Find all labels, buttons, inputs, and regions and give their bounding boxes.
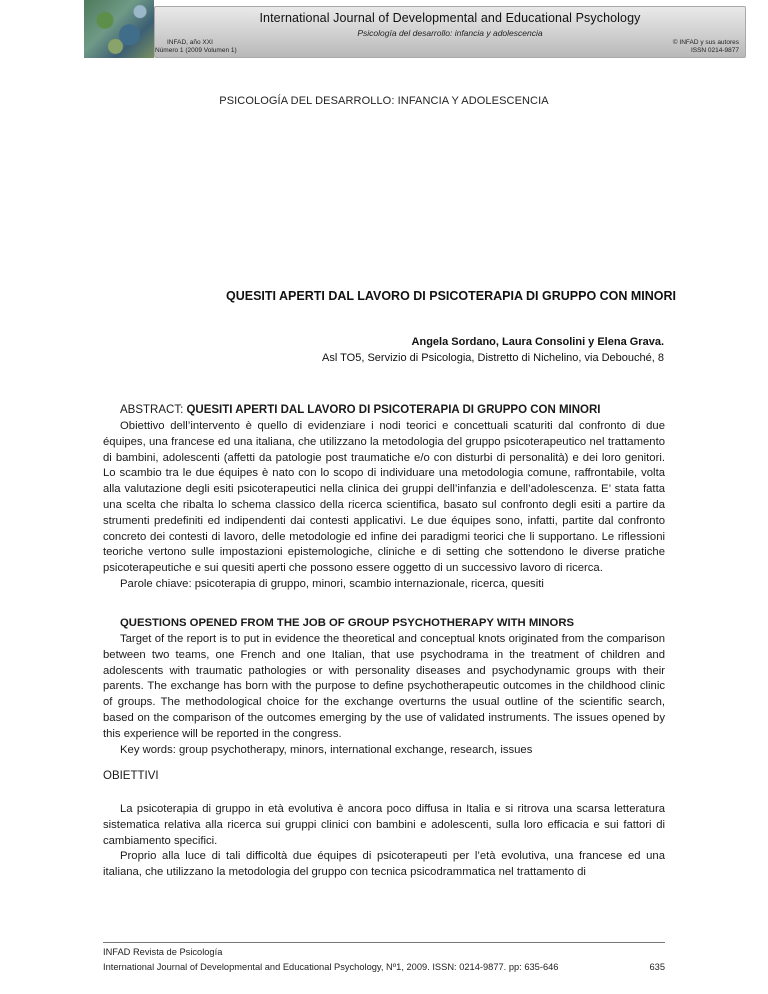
journal-cover-image bbox=[84, 0, 154, 58]
abstract-label: ABSTRACT: bbox=[120, 404, 187, 416]
journal-issue-info bbox=[155, 39, 237, 55]
abstract-title-en: QUESTIONS OPENED FROM THE JOB OF GROUP PSYCHOTHERAPY WITH MINORS bbox=[120, 617, 575, 629]
page-number: 635 bbox=[649, 962, 665, 972]
objectives-body bbox=[103, 802, 665, 881]
keywords-en: Key words: group psychotherapy, minors, international exchange, research, issues bbox=[120, 743, 533, 756]
section-title: PSICOLOGÍA DEL DESARROLLO: INFANCIA Y ADOLESCENCIA bbox=[219, 95, 549, 107]
objectives-heading: OBIETTIVI bbox=[103, 770, 159, 782]
journal-header bbox=[84, 0, 768, 58]
journal-year: INFAD, año XXI bbox=[167, 39, 213, 46]
journal-subtitle: Psicología del desarrollo: infancia y adolescencia bbox=[357, 28, 543, 38]
article-authors: Angela Sordano, Laura Consolini y Elena Grava. bbox=[411, 336, 664, 348]
abstract-english bbox=[103, 632, 665, 758]
journal-copyright: © INFAD y sus autores bbox=[672, 39, 739, 46]
keywords-it: Parole chiave: psicoterapia di gruppo, minori, scambio internazionale, ricerca, quesiti bbox=[120, 577, 544, 590]
article-affiliation: Asl TO5, Servizio di Psicologia, Distretto di Nichelino, via Debouché, 8 bbox=[322, 352, 664, 364]
objectives-paragraph: La psicoterapia di gruppo in età evolutiva è ancora poco diffusa in Italia e si ritrova una scarsa letteratura sistematica relativa alla ricerca sui gruppi clinici con bambini e adolescenti, sulla loro efficacia e sui fattori di cambiamento specifici. bbox=[103, 803, 665, 847]
article-title: QUESITI APERTI DAL LAVORO DI PSICOTERAPIA DI GRUPPO CON MINORI bbox=[226, 289, 677, 303]
footer-journal-name: INFAD Revista de Psicología bbox=[103, 947, 223, 957]
objectives-paragraph: Proprio alla luce di tali difficoltà due équipes di psicoterapeuti per l’età evolutiva, una francese ed una italiana, che utilizzano la metodologia del gruppo con tecnica psicodrammatica nel trattamento di bbox=[103, 850, 665, 879]
journal-title: International Journal of Developmental and Educational Psychology bbox=[259, 11, 641, 25]
journal-issn: ISSN 0214-9877 bbox=[690, 47, 739, 54]
journal-copyright-info bbox=[673, 39, 739, 55]
abstract-text-en: Target of the report is to put in evidence the theoretical and conceptual knots originated from the comparison between two teams, one French and one Italian, that use psychodrama in the treatment of children and adolescents with traumatic pathologies or with personality diseases and psychodynamic groups with their parents. The exchange has born with the purpose to define psychotherapeutic outcomes in the childhood clinic of groups. The methodological choice for the exchange overturns the usual outline of the scientific search, based on the comparison of the outcomes emerging by the use of validated instruments. The issues opened by this experience will be reported in the congress. bbox=[103, 633, 665, 740]
abstract-text-it: Obiettivo dell’intervento è quello di evidenziare i nodi teorici e concettuali scaturiti dal confronto di due équipes, una francese ed una italiana, che utilizzano la metodologia del gruppo psicoterapeutico nel trattamento di bambini, adolescenti (affetti da patologie post traumatiche e/o con disturbi di personalità) e dei loro genitori. Lo scambio tra le due équipes è nato con lo scopo di individuare una metodologia comune, raffrontabile, volta alla valutazione degli esiti psicoterapeutici nella clinica dei gruppi dell’infanzia e dell’adolescenza. E’ stata fatta una scelta che ribalta lo schema classico della ricerca scientifica, basato sul confronto degli esiti a partire da strumenti predefiniti ed indipendenti dai contesti applicativi. Le due équipes sono, infatti, partite dal confronto concreto dei contesti di lavoro, delle metodologie ed infine dei paradigmi teorici che li supportano. Le riflessioni teoriche vertono sulle impostazioni epistemologiche, cliniche e di setting che sottendono le diverse pratiche psicoterapeutiche e sui quesiti aperti che possono essere oggetto di un successivo lavoro di ricerca. bbox=[103, 420, 665, 575]
abstract-title-it: QUESITI APERTI DAL LAVORO DI PSICOTERAPIA DI GRUPPO CON MINORI bbox=[186, 404, 601, 416]
journal-header-band bbox=[154, 6, 746, 58]
abstract-heading bbox=[120, 404, 601, 416]
journal-issue-number: Número 1 (2009 Volumen 1) bbox=[155, 47, 237, 54]
footer-citation: International Journal of Developmental and Educational Psychology, Nº1, 2009. ISSN: 0214-9877. pp: 635-646 bbox=[103, 962, 559, 972]
footer-divider bbox=[103, 942, 665, 943]
abstract-italian bbox=[103, 419, 665, 593]
